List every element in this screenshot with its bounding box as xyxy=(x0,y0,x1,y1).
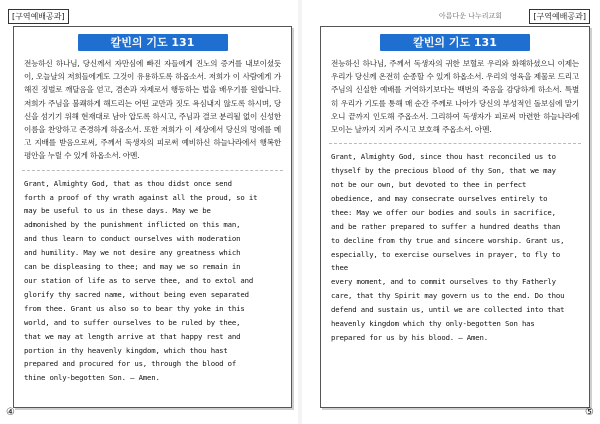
korean-prayer-text: 전능하신 하나님, 주께서 독생자의 귀한 보혈로 우리와 화해하셨으니 이제는 우리가 당신께 온전히 순종할 수 있게 하옵소서. 우리의 영육을 제물로 드리고 주님의 신실한 예배를 거역하기보다는 백번의 죽음을 감당하게 하소서. 특별히 우리가 기도를 통해 매 순간 주께로 나아가 당신의 부성적인 돌보심에 맡기오니 끝까지 인도해 주옵소서. 그리하여 독생자가 피로써 마련한 하늘나라에 모이는 날까지 지켜 주시고 보호해 주옵소서. 아멘. xyxy=(331,59,579,135)
korean-prayer-text: 전능하신 하나님, 당신께서 자만심에 빠진 자들에게 진노의 증거를 내보이셨듯이, 오늘날의 저희들에게도 그것이 유용하도록 하옵소서. 저희가 이 사람에게 가해진 징벌로 깨달음을 얻고, 겸손과 자제로서 행동하는 법을 배우기를 원합니다. 저희가 주님을 불쾌하게 해드리는 어떤 교만과 짓도 욕심내지 않도록 하시며, 당신을 섬기기 위해 현재대로 남아 압도록 하시고, 주님과 결코 분리될 없이 신성한 이름을 찬양하고 존경하게 하옵소서. 또한 저희가 이 세상에서 당신의 멍에를 메고 지배를 받음으로써, 주께서 독생자의 피로써 예비하신 하늘나라에서 행복한 평안을 누릴 수 있게 하옵소서. 아멘. xyxy=(24,59,281,161)
book-spine xyxy=(298,0,302,424)
english-prayer-text: Grant, Almighty God, since thou hast reconciled us to thyself by the precious blood of thy Son, that we may not be our own, but devoted to thee in perfect obedience, and may consecrate ourselves entirely to thee: May we offer our bodies and souls in sacrifice, and be rather prepared to suffer a hundred deaths than to decline from thy true and sincere worship. Grant us, especially, to exercise ourselves in prayer, to fly to thee every moment, and to commit ourselves to thy Fatherly care, that thy Spirit may govern us to the end. Do thou defend and sustain us, until we are collected into that heavenly kingdom which thy only-begotten Son has prepared for us by his blood. — Amen. xyxy=(331,152,565,342)
page-number: ⑤ xyxy=(585,407,594,418)
divider xyxy=(329,143,581,144)
prayer-title: 칼빈의 기도 131 xyxy=(380,34,530,51)
right-page xyxy=(304,0,600,424)
english-prayer-text: Grant, Almighty God, that as thou didst once send forth a proof of thy wrath against all the proud, so it may be useful to us in these days. May we be admonished by the punishment inflicted on this man, and thus learn to conduct ourselves with moderation and humility. May we not desire any greatness which can be displeasing to thee; and may we so remain in our station of life as to serve thee, and to extol and glorify thy sacred name, without being even separated from thee. Grant us also so to bear thy yoke in this world, and to suffer ourselves to be ruled by thee, that we may at length arrive at that happy rest and portion in thy heavenly kingdom, which thou hast prepared and procured for us, through the blood of thine only-begotten Son. — Amen. xyxy=(24,178,258,383)
page-number: ④ xyxy=(6,407,15,418)
section-tag: [구역예배공과] xyxy=(529,9,590,24)
church-name: 아름다운 나누리교회 xyxy=(438,12,502,20)
prayer-title: 칼빈의 기도 131 xyxy=(78,34,228,51)
section-tag: [구역예배공과] xyxy=(8,9,69,24)
divider xyxy=(22,170,283,171)
prayer-box xyxy=(13,26,292,408)
left-page xyxy=(0,0,296,424)
prayer-box xyxy=(320,26,590,408)
